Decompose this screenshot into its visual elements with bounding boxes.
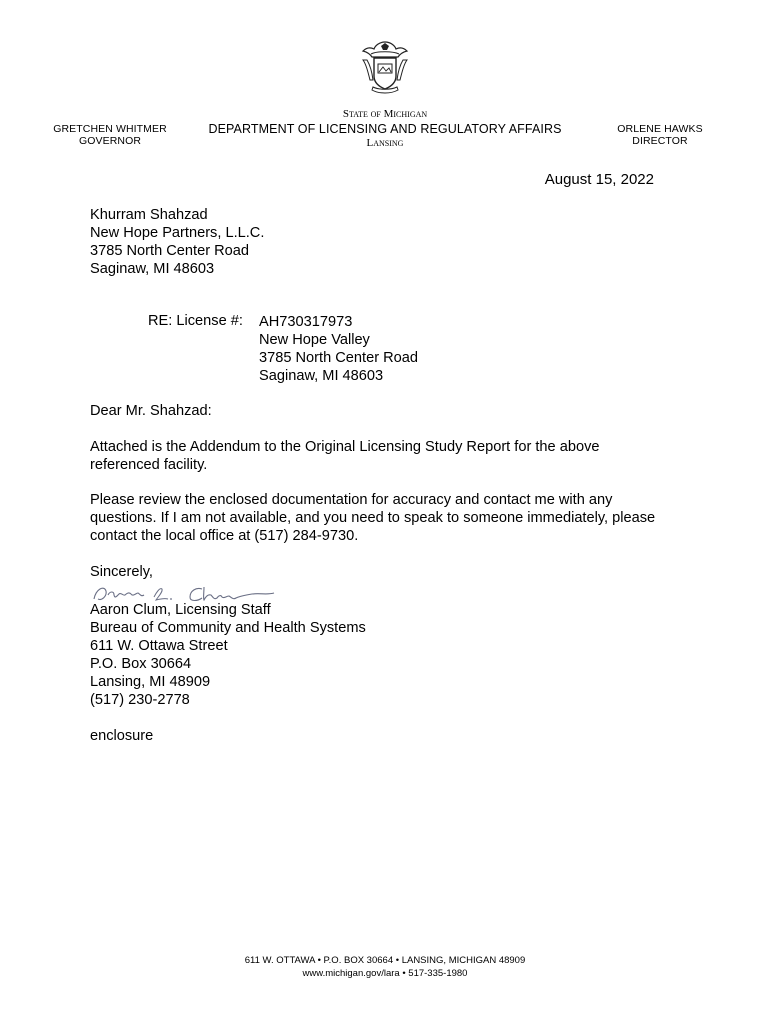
sender-line: Bureau of Community and Health Systems [90, 620, 366, 636]
license-number: AH730317973 [259, 314, 353, 330]
facility-city: Saginaw, MI 48603 [259, 368, 384, 384]
michigan-state-seal-icon [357, 38, 413, 96]
recipient-line: New Hope Partners, L.L.C. [90, 225, 265, 241]
footer-contact: www.michigan.gov/lara • 517-335-1980 [302, 967, 468, 979]
governor-name: GRETCHEN WHITMER [53, 123, 167, 135]
state-name: State of Michigan [342, 108, 428, 120]
paragraph-line: Attached is the Addendum to the Original Licensing Study Report for the above [90, 439, 600, 455]
enclosure-note: enclosure [90, 728, 154, 744]
paragraph-line: questions. If I am not available, and you need to speak to someone immediately, please [90, 510, 656, 526]
facility-name: New Hope Valley [259, 332, 370, 348]
paragraph-line: Please review the enclosed documentation for accuracy and contact me with any [90, 492, 613, 508]
paragraph-addendum [90, 438, 690, 474]
letter-date: August 15, 2022 [544, 171, 654, 188]
closing: Sincerely, [90, 564, 153, 580]
sender-line: 611 W. Ottawa Street [90, 638, 228, 654]
letter-footer [185, 955, 585, 980]
city-name: Lansing [366, 137, 404, 149]
salutation: Dear Mr. Shahzad: [90, 403, 212, 419]
governor-title: GOVERNOR [78, 135, 142, 147]
paragraph-line: contact the local office at (517) 284-9730. [90, 528, 359, 544]
re-details [259, 313, 418, 385]
sender-line: Aaron Clum, Licensing Staff [90, 602, 271, 618]
sender-line: (517) 230-2778 [90, 692, 190, 708]
department-block [190, 108, 580, 150]
department-name: DEPARTMENT OF LICENSING AND REGULATORY AFFAIRS [208, 122, 562, 136]
director-name: ORLENE HAWKS [617, 123, 703, 135]
sender-line: Lansing, MI 48909 [90, 674, 211, 690]
paragraph-review [90, 491, 690, 545]
director-block [600, 123, 720, 147]
facility-street: 3785 North Center Road [259, 350, 419, 366]
re-label: RE: License #: [148, 313, 243, 329]
recipient-line: Khurram Shahzad [90, 207, 208, 223]
paragraph-line: referenced facility. [90, 457, 208, 473]
sender-line: P.O. Box 30664 [90, 656, 192, 672]
recipient-address [90, 206, 264, 278]
recipient-line: 3785 North Center Road [90, 243, 250, 259]
sender-block [90, 601, 366, 709]
recipient-line: Saginaw, MI 48603 [90, 261, 215, 277]
footer-address: 611 W. OTTAWA • P.O. BOX 30664 • LANSING, MICHIGAN 48909 [244, 955, 526, 966]
governor-block [48, 123, 172, 147]
director-title: DIRECTOR [632, 135, 688, 147]
